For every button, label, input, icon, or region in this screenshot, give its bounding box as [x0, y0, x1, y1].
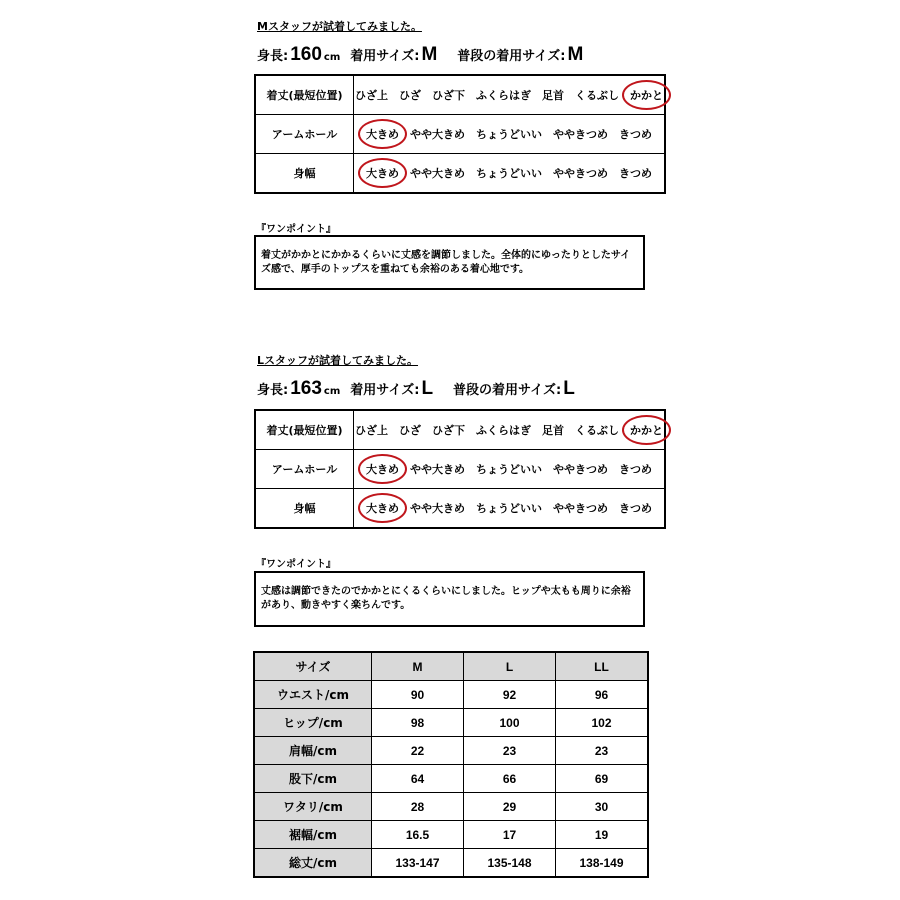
size-row-label: 肩幅/cm: [254, 737, 372, 765]
size-row: [254, 793, 648, 821]
fit-options: [354, 165, 664, 181]
size-cell: 69: [556, 765, 649, 793]
size-cell: 102: [556, 709, 649, 737]
size-row-label: 総丈/cm: [254, 849, 372, 878]
fit-option: ひざ上: [355, 424, 388, 437]
fit-row-label: アームホール: [255, 115, 354, 154]
size-cell: 19: [556, 821, 649, 849]
size-cell: 66: [464, 765, 556, 793]
fit-options: [354, 500, 664, 516]
l-fit-row: [255, 450, 665, 489]
fit-option: ふくらはぎ: [476, 424, 531, 437]
m-onepoint-title: 『ワンポイント』: [256, 224, 336, 235]
fit-option: ひざ: [399, 89, 421, 102]
l-onepoint-text: 丈感は調節できたのでかかとにくるくらいにしました。ヒップや太もも周りに余裕があり、動きやすく楽ちんです。: [261, 586, 631, 611]
fit-row-label: 身幅: [255, 154, 354, 194]
m-staff-title: Mスタッフが試着してみました。: [257, 20, 422, 33]
height-unit: cm: [323, 52, 341, 63]
fit-options: [354, 461, 664, 477]
size-cell: 23: [464, 737, 556, 765]
size-cell: 133-147: [372, 849, 464, 878]
size-cell: 16.5: [372, 821, 464, 849]
size-cell: 64: [372, 765, 464, 793]
height-unit: cm: [323, 386, 341, 397]
fit-option: ちょうどいい: [476, 463, 542, 476]
fit-option: くるぶし: [575, 89, 619, 102]
fit-option-selected: かかと: [630, 89, 663, 102]
height-value: 163: [290, 378, 322, 399]
fit-options-cell: [354, 154, 666, 194]
size-row: [254, 821, 648, 849]
fit-row-label: 着丈(最短位置): [255, 75, 354, 115]
size-cell: 100: [464, 709, 556, 737]
height-value: 160: [290, 44, 322, 65]
size-row-label: 裾幅/cm: [254, 821, 372, 849]
fit-row-label: アームホール: [255, 450, 354, 489]
size-row-label: ウエスト/cm: [254, 681, 372, 709]
fit-option-selected: かかと: [630, 424, 663, 437]
usual-size-label: 普段の着用サイズ:: [453, 383, 562, 398]
size-cell: 138-149: [556, 849, 649, 878]
l-onepoint-box: [254, 571, 645, 627]
fit-option: ひざ下: [432, 424, 465, 437]
height-label: 身長:: [257, 49, 289, 64]
size-header-cell: サイズ: [254, 652, 372, 681]
l-staff-title: Lスタッフが試着してみました。: [257, 354, 419, 367]
usual-size-label: 普段の着用サイズ:: [457, 49, 566, 64]
size-header-row: [254, 652, 648, 681]
m-onepoint-text: 着丈がかかとにかかるくらいに丈感を調節しました。全体的にゆったりとしたサイズ感で、厚手のトップスを重ねても余裕のある着心地です。: [261, 250, 631, 275]
l-onepoint-title: 『ワンポイント』: [256, 559, 336, 570]
size-cell: 17: [464, 821, 556, 849]
fit-option: やや大きめ: [410, 128, 465, 141]
fit-options: [354, 126, 664, 142]
m-fit-table: [254, 74, 666, 194]
fit-options-cell: [354, 115, 666, 154]
size-cell: 92: [464, 681, 556, 709]
size-row-label: ヒップ/cm: [254, 709, 372, 737]
size-header-cell: LL: [556, 652, 649, 681]
fit-option: ややきつめ: [553, 502, 608, 515]
fit-option: ちょうどいい: [476, 502, 542, 515]
size-header-cell: L: [464, 652, 556, 681]
m-fit-row: [255, 75, 665, 115]
size-cell: 90: [372, 681, 464, 709]
size-header-cell: M: [372, 652, 464, 681]
fit-option: ややきつめ: [553, 167, 608, 180]
fit-option: きつめ: [619, 167, 652, 180]
fit-option-selected: 大きめ: [366, 167, 399, 180]
usual-size-value: L: [563, 378, 575, 399]
size-cell: 135-148: [464, 849, 556, 878]
fit-options: [354, 87, 664, 103]
fit-option: ふくらはぎ: [476, 89, 531, 102]
fit-option: 足首: [542, 89, 564, 102]
fit-option: ひざ: [399, 424, 421, 437]
size-cell: 29: [464, 793, 556, 821]
m-measurements: [257, 44, 585, 66]
size-row: [254, 681, 648, 709]
usual-size-value: M: [567, 44, 584, 65]
fit-option: ちょうどいい: [476, 167, 542, 180]
fit-option: ひざ上: [355, 89, 388, 102]
size-cell: 30: [556, 793, 649, 821]
size-row-label: 股下/cm: [254, 765, 372, 793]
fit-option: きつめ: [619, 502, 652, 515]
fit-option-selected: 大きめ: [366, 128, 399, 141]
wear-size-value: L: [421, 378, 434, 399]
l-fit-row: [255, 410, 665, 450]
fit-option: きつめ: [619, 463, 652, 476]
size-cell: 98: [372, 709, 464, 737]
fit-option: ややきつめ: [553, 463, 608, 476]
size-cell: 28: [372, 793, 464, 821]
fit-option: 足首: [542, 424, 564, 437]
fit-option: くるぶし: [575, 424, 619, 437]
fit-option: やや大きめ: [410, 167, 465, 180]
fit-row-label: 着丈(最短位置): [255, 410, 354, 450]
size-row: [254, 737, 648, 765]
size-row: [254, 709, 648, 737]
size-cell: 22: [372, 737, 464, 765]
fit-option: ひざ下: [432, 89, 465, 102]
size-row: [254, 849, 648, 878]
l-measurements: [257, 378, 577, 400]
fit-option-selected: 大きめ: [366, 463, 399, 476]
size-cell: 96: [556, 681, 649, 709]
size-row: [254, 765, 648, 793]
fit-option: やや大きめ: [410, 463, 465, 476]
l-fit-row: [255, 489, 665, 529]
fit-options-cell: [354, 410, 666, 450]
m-onepoint-box: [254, 235, 645, 290]
wear-size-value: M: [421, 44, 438, 65]
fit-option: きつめ: [619, 128, 652, 141]
m-fit-row: [255, 154, 665, 194]
fit-options-cell: [354, 75, 666, 115]
size-cell: 23: [556, 737, 649, 765]
fit-options: [354, 422, 664, 438]
fit-row-label: 身幅: [255, 489, 354, 529]
fit-option: ちょうどいい: [476, 128, 542, 141]
wear-size-label: 着用サイズ:: [350, 383, 420, 398]
wear-size-label: 着用サイズ:: [350, 49, 420, 64]
fit-option: やや大きめ: [410, 502, 465, 515]
size-row-label: ワタリ/cm: [254, 793, 372, 821]
m-fit-row: [255, 115, 665, 154]
l-fit-table: [254, 409, 666, 529]
fit-options-cell: [354, 489, 666, 529]
fit-option: ややきつめ: [553, 128, 608, 141]
size-table: [253, 651, 649, 878]
fit-options-cell: [354, 450, 666, 489]
fit-option-selected: 大きめ: [366, 502, 399, 515]
height-label: 身長:: [257, 383, 289, 398]
